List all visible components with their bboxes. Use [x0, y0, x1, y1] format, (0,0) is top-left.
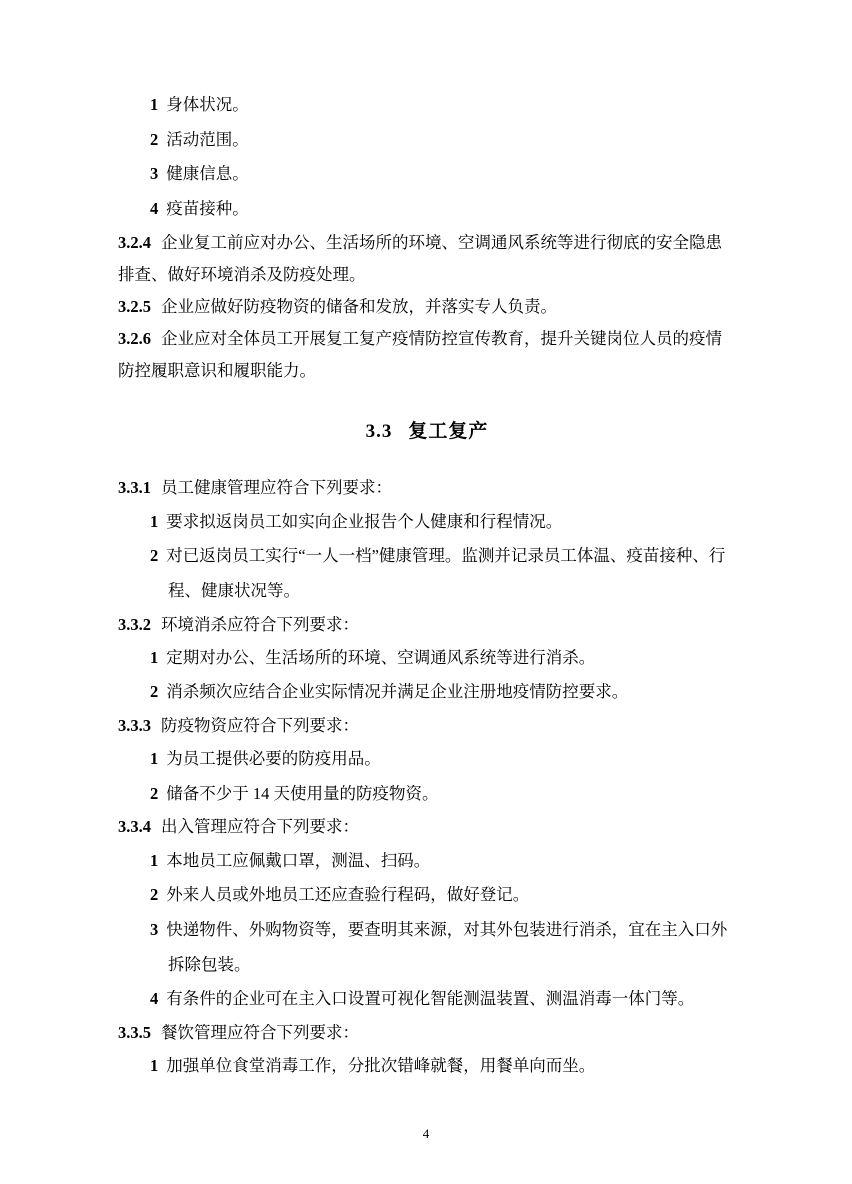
list-item-text: 为员工提供必要的防疫用品。 [166, 749, 381, 769]
list-item-number: 3 [150, 919, 159, 939]
list-item [118, 505, 736, 540]
list-item-text: 储备不少于 14 天使用量的防疫物资。 [166, 783, 439, 803]
clause-paragraph [118, 811, 736, 843]
list-item-text: 有条件的企业可在主入口设置可视化智能测温装置、测温消毒一体门等。 [166, 989, 695, 1009]
list-item-number: 1 [150, 95, 159, 114]
clause-paragraph [118, 1017, 736, 1049]
list-item [118, 982, 736, 1017]
clause-paragraph [118, 227, 736, 291]
list-item [118, 539, 736, 608]
list-item-number: 4 [150, 989, 159, 1009]
list-item [118, 844, 736, 879]
list-item-text: 本地员工应佩戴口罩，测温、扫码。 [166, 850, 431, 870]
clause-number: 3.2.6 [118, 329, 151, 349]
clause-text: 餐饮管理应符合下列要求： [161, 1022, 359, 1042]
clause-number: 3.3.3 [118, 716, 151, 736]
list-item-number: 2 [150, 546, 159, 566]
list-item [118, 192, 736, 227]
list-item [118, 1049, 736, 1084]
list-item-text: 消杀频次应结合企业实际情况并满足企业注册地疫情防控要求。 [166, 682, 629, 702]
list-item [118, 641, 736, 676]
clause-paragraph [118, 472, 736, 504]
list-item-text: 加强单位食堂消毒工作，分批次错峰就餐，用餐单向而坐。 [166, 1056, 596, 1076]
list-item-text: 外来人员或外地员工还应查验行程码，做好登记。 [166, 885, 530, 905]
list-item [118, 123, 736, 158]
list-item [118, 157, 736, 192]
clause-number: 3.2.5 [118, 296, 151, 316]
clause-number: 3.3.4 [118, 817, 151, 837]
list-item-number: 1 [150, 511, 159, 531]
list-item-text: 疫苗接种。 [166, 198, 249, 218]
clause-number: 3.3.2 [118, 614, 151, 634]
list-item-text: 要求拟返岗员工如实向企业报告个人健康和行程情况。 [166, 511, 563, 531]
list-item-text: 健康信息。 [166, 164, 249, 184]
section-heading [118, 413, 736, 450]
clause-paragraph [118, 710, 736, 742]
clause-text: 企业应对全体员工开展复工复产疫情防控宣传教育，提升关键岗位人员的疫情防控履职意识和履职能力。 [118, 329, 722, 381]
list-item-number: 1 [150, 749, 159, 769]
clause-paragraph [118, 291, 736, 323]
document-body [118, 88, 736, 1084]
list-item-number: 3 [150, 164, 159, 184]
clause-text: 企业应做好防疫物资的储备和发放，并落实专人负责。 [161, 296, 557, 316]
list-item-number: 1 [150, 1056, 159, 1076]
list-item-text: 身体状况。 [166, 95, 249, 114]
list-item-text: 对已返岗员工实行“一人一档”健康管理。监测并记录员工体温、疫苗接种、行程、健康状况等。 [166, 546, 726, 600]
section-number: 3.3 [365, 421, 393, 443]
clause-text: 企业复工前应对办公、生活场所的环境、空调通风系统等进行彻底的安全隐患排查、做好环境消杀及防疫处理。 [118, 232, 722, 284]
list-item [118, 913, 736, 982]
clause-text: 环境消杀应符合下列要求： [161, 614, 359, 634]
list-item-number: 1 [150, 647, 159, 667]
clause-text: 防疫物资应符合下列要求： [161, 716, 359, 736]
list-item-number: 2 [150, 783, 159, 803]
clause-number: 3.3.5 [118, 1022, 151, 1042]
clause-paragraph [118, 323, 736, 387]
clause-text: 员工健康管理应符合下列要求： [161, 478, 392, 498]
list-item [118, 878, 736, 913]
list-item [118, 675, 736, 710]
clause-number: 3.2.4 [118, 232, 151, 252]
clause-text: 出入管理应符合下列要求： [161, 817, 359, 837]
list-item-text: 活动范围。 [166, 129, 249, 149]
list-item [118, 777, 736, 812]
clause-number: 3.3.1 [118, 478, 151, 498]
list-item-text: 快递物件、外购物资等，要查明其来源，对其外包装进行消杀，宜在主入口外拆除包装。 [166, 919, 728, 974]
list-item-number: 4 [150, 198, 159, 218]
list-item-number: 2 [150, 682, 159, 702]
list-item-number: 2 [150, 885, 159, 905]
list-item [118, 88, 736, 123]
section-title-text: 复工复产 [408, 421, 489, 443]
list-item-number: 2 [150, 129, 159, 149]
clause-paragraph [118, 609, 736, 641]
list-item [118, 742, 736, 777]
list-item-number: 1 [150, 850, 159, 870]
page-number: 4 [422, 1126, 430, 1141]
list-item-text: 定期对办公、生活场所的环境、空调通风系统等进行消杀。 [166, 647, 596, 667]
